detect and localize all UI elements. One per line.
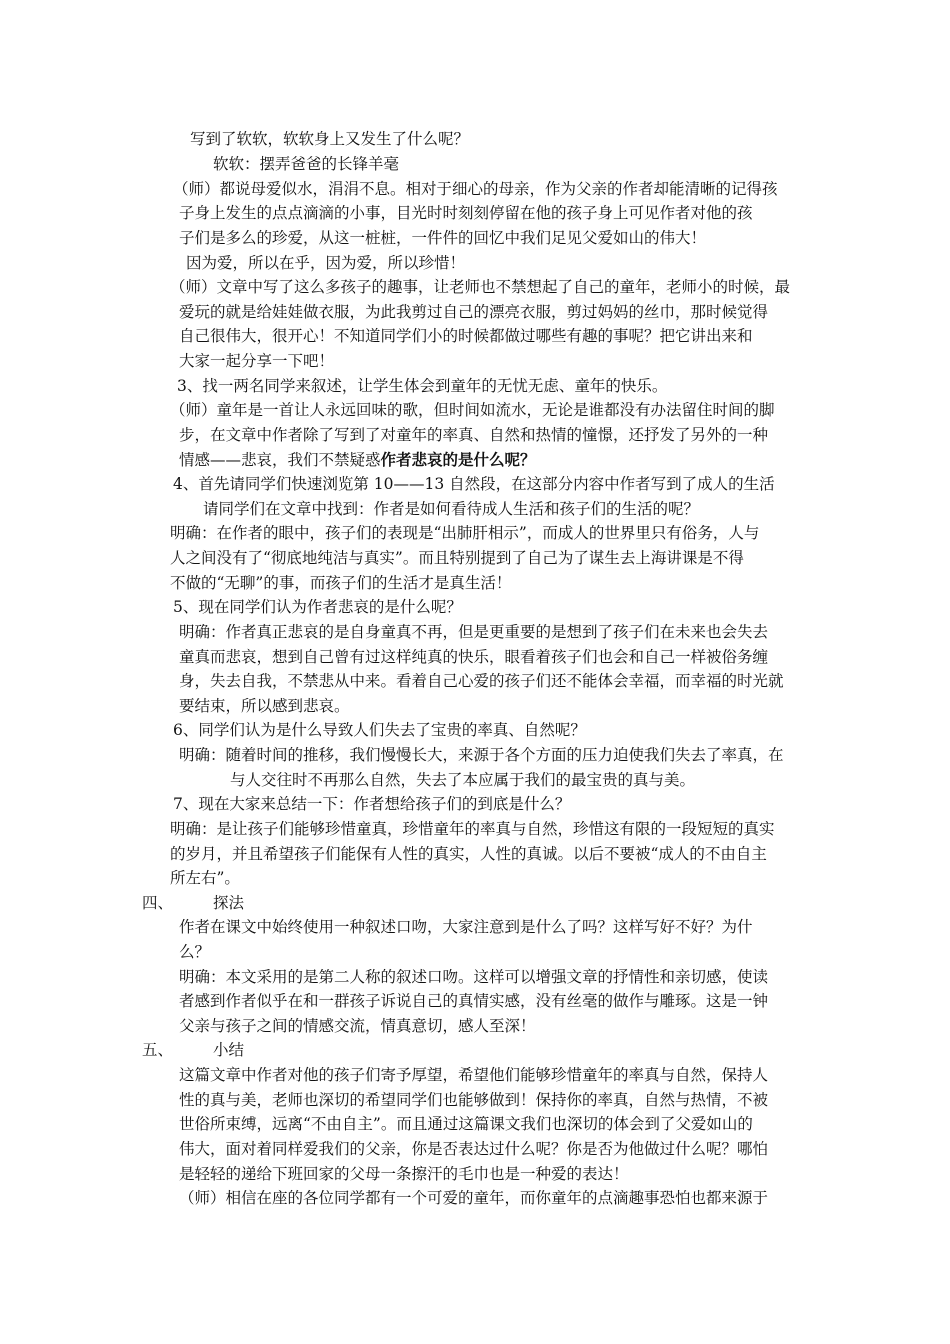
text-line: 3、找一两名同学来叙述，让学生体会到童年的无忧无虑、童年的快乐。 — [177, 377, 668, 395]
text-line: 请同学们在文章中找到：作者是如何看待成人生活和孩子们的生活的呢？ — [203, 500, 700, 518]
text-line: 么？ — [179, 943, 211, 961]
text-line: 童真而悲哀，想到自己曾有过这样纯真的快乐，眼看着孩子们也会和自己一样被俗务缠 — [179, 648, 769, 666]
text-line: （师）文章中写了这么多孩子的趣事，让老师也不禁想起了自己的童年，老师小的时候，最 — [170, 278, 791, 296]
text-line — [179, 448, 536, 473]
text-line: 明确：随着时间的推移，我们慢慢长大，来源于各个方面的压力迫使我们失去了率真，在 — [179, 746, 784, 764]
text-line: 写到了软软，软软身上又发生了什么呢？ — [190, 130, 470, 148]
text-line: 作者在课文中始终使用一种叙述口吻，大家注意到是什么了吗？这样写好不好？为什 — [179, 918, 753, 936]
text-line: 是轻轻的递给下班回家的父母一条擦汗的毛巾也是一种爱的表达！ — [179, 1165, 629, 1183]
text-line: 明确：作者真正悲哀的是自身童真不再，但是更重要的是想到了孩子们在未来也会失去 — [179, 623, 769, 641]
text-line: 自己很伟大，很开心！不知道同学们小的时候都做过哪些有趣的事呢？把它讲出来和 — [179, 327, 753, 345]
text-line: 7、现在大家来总结一下：作者想给孩子们的到底是什么？ — [173, 795, 571, 813]
text-line: 要结束，所以感到悲哀。 — [179, 697, 350, 715]
text-line: （师）童年是一首让人永远回味的歌，但时间如流水，无论是谁都没有办法留住时间的脚 — [170, 401, 775, 419]
text-line: 伟大，面对着同样爱我们的父亲，你是否表达过什么呢？你是否为他做过什么呢？哪怕 — [179, 1140, 769, 1158]
text-line: 性的真与美，老师也深切的希望同学们也能够做到！保持你的率真，自然与热情，不被 — [179, 1091, 769, 1109]
text-line: 与人交往时不再那么自然，失去了本应属于我们的最宝贵的真与美。 — [230, 771, 696, 789]
text-line: 这篇文章中作者对他的孩子们寄予厚望，希望他们能够珍惜童年的率真与自然，保持人 — [179, 1066, 769, 1084]
text-line: （师）都说母爱似水，涓涓不息。相对于细心的母亲，作为父亲的作者却能清晰的记得孩 — [173, 180, 778, 198]
text-line: 明确：在作者的眼中，孩子们的表现是“出肺肝相示”，而成人的世界里只有俗务，人与 — [170, 524, 760, 542]
text-line: 步，在文章中作者除了写到了对童年的率真、自然和热情的憧憬，还抒发了另外的一种 — [179, 426, 769, 444]
text-line: 明确：本文采用的是第二人称的叙述口吻。这样可以增强文章的抒情性和亲切感，使读 — [179, 968, 769, 986]
text-line: 者感到作者似乎在和一群孩子诉说自己的真情实感，没有丝毫的做作与雕琢。这是一钟 — [179, 992, 769, 1010]
text-line: 子们是多么的珍爱，从这一桩桩，一件件的回忆中我们足见父爱如山的伟大！ — [179, 229, 707, 247]
text-line: 明确：是让孩子们能够珍惜童真，珍惜童年的率真与自然，珍惜这有限的一段短短的真实 — [170, 820, 775, 838]
text-line: 6、同学们认为是什么导致人们失去了宝贵的率真、自然呢？ — [173, 721, 586, 739]
text-line: 因为爱，所以在乎，因为爱，所以珍惜！ — [186, 254, 466, 272]
section-title-five: 小结 — [213, 1041, 245, 1059]
text-line: （师）相信在座的各位同学都有一个可爱的童年，而你童年的点滴趣事恐怕也都来源于 — [179, 1189, 769, 1207]
text-span: 情感——悲哀，我们不禁疑惑 — [179, 451, 381, 469]
text-line: 不做的“无聊”的事，而孩子们的生活才是真生活！ — [170, 574, 512, 592]
text-line: 5、现在同学们认为作者悲哀的是什么呢？ — [173, 598, 462, 616]
text-line: 世俗所束缚，远离“不由自主”。而且通过这篇课文我们也深切的体会到了父爱如山的 — [179, 1115, 753, 1133]
text-line: 身，失去自我，不禁悲从中来。看着自己心爱的孩子们还不能体会幸福，而幸福的时光就 — [179, 672, 784, 690]
section-title-four: 探法 — [213, 894, 245, 912]
text-line: 4、首先请同学们快速浏览第 10——13 自然段，在这部分内容中作者写到了成人的生活 — [173, 475, 775, 493]
text-line: 软软：摆弄爸爸的长锋羊毫 — [213, 155, 400, 173]
text-line: 子身上发生的点点滴滴的小事，目光时时刻刻停留在他的孩子身上可见作者对他的孩 — [179, 204, 753, 222]
bold-question: 作者悲哀的是什么呢？ — [380, 450, 536, 469]
section-number-five: 五、 — [142, 1041, 174, 1059]
text-line: 的岁月，并且希望孩子们能保有人性的真实，人性的真诚。以后不要被“成人的不由自主 — [170, 845, 767, 863]
text-line: 父亲与孩子之间的情感交流，情真意切，感人至深！ — [179, 1017, 536, 1035]
text-line: 爱玩的就是给娃娃做衣服，为此我剪过自己的漂亮衣服，剪过妈妈的丝巾，那时候觉得 — [179, 303, 769, 321]
text-line: 人之间没有了“彻底地纯洁与真实”。而且特别提到了自己为了谋生去上海讲课是不得 — [170, 549, 744, 567]
text-line: 所左右”。 — [170, 869, 240, 887]
text-line: 大家一起分享一下吧！ — [179, 352, 335, 370]
section-number-four: 四、 — [142, 894, 174, 912]
